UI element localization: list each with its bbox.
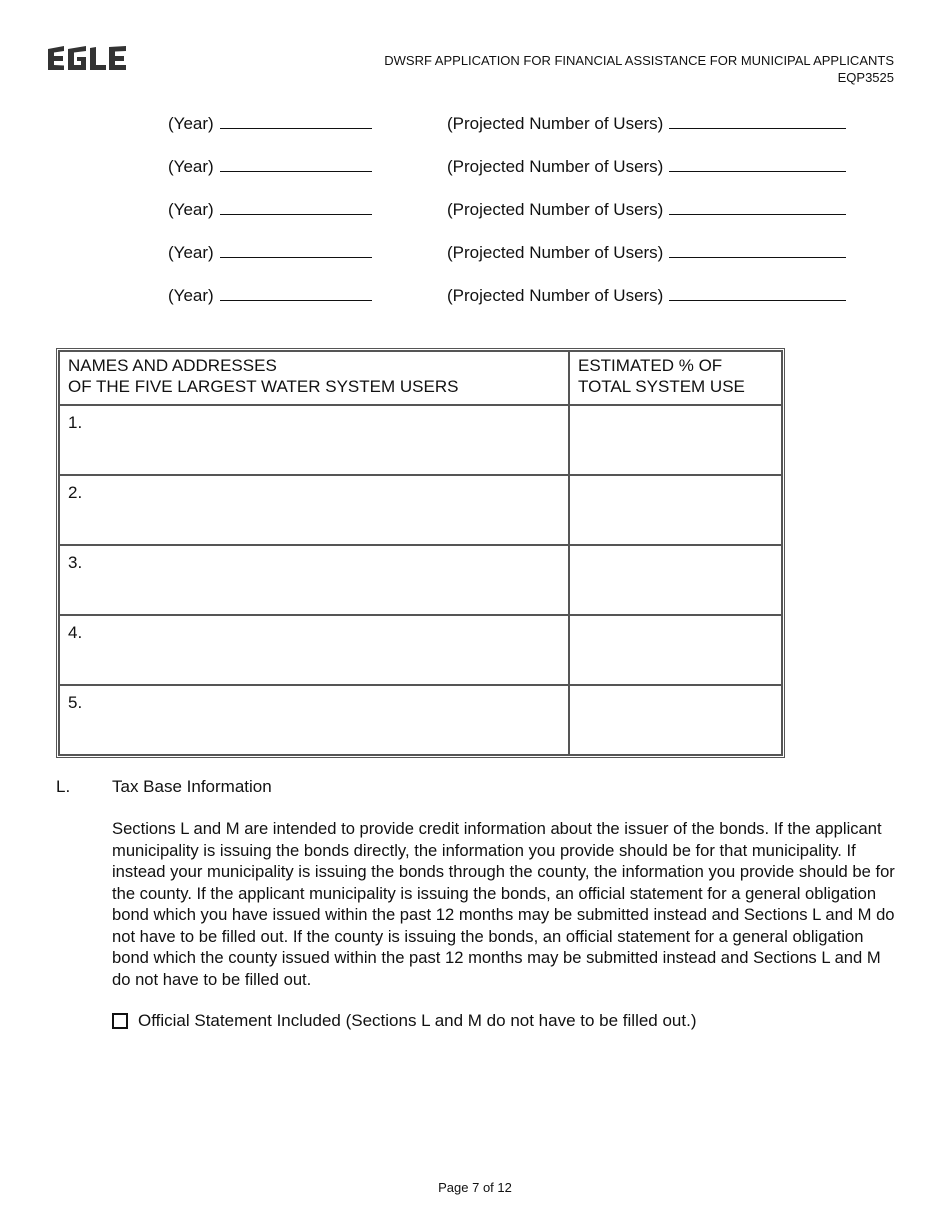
table-row xyxy=(59,475,782,545)
projection-row xyxy=(168,200,868,243)
name-address-cell[interactable] xyxy=(59,405,569,475)
row-number: 4. xyxy=(68,623,83,642)
year-label: (Year) xyxy=(168,200,214,219)
users-label: (Projected Number of Users) xyxy=(447,157,664,176)
official-statement-option[interactable] xyxy=(112,1011,697,1031)
projection-row xyxy=(168,157,868,200)
projected-users-field[interactable] xyxy=(669,114,846,129)
table-row xyxy=(59,405,782,475)
percent-cell[interactable] xyxy=(569,615,782,685)
year-field[interactable] xyxy=(220,114,372,129)
row-number: 1. xyxy=(68,413,83,432)
projection-row xyxy=(168,286,868,329)
section-paragraph: Sections L and M are intended to provide credit information about the issuer of the bonds. If the applicant municipality is issuing the bonds directly, the information you provide should be for that municipality. If instead your municipality is issuing the bonds through the county, the information you provide should be for the county. If the applicant municipality is issuing the bonds, an official statement for a general obligation bond which you have issued within the past 12 months may be submitted instead and Sections L and M do not have to be filled out. If the county is issuing the bonds, an official statement for a general obligation bond which the county issued within the past 12 months may be submitted instead and Sections L and M do not have to be filled out. xyxy=(112,819,895,989)
year-field[interactable] xyxy=(220,243,372,258)
header-title: DWSRF APPLICATION FOR FINANCIAL ASSISTANCE FOR MUNICIPAL APPLICANTS xyxy=(384,53,894,68)
projected-users-field[interactable] xyxy=(669,243,846,258)
percent-cell[interactable] xyxy=(569,685,782,755)
year-field[interactable] xyxy=(220,286,372,301)
section-letter: L. xyxy=(56,777,71,796)
percent-cell[interactable] xyxy=(569,475,782,545)
projected-users-field[interactable] xyxy=(669,200,846,215)
projected-users-field[interactable] xyxy=(669,286,846,301)
name-address-cell[interactable] xyxy=(59,545,569,615)
projected-users-field[interactable] xyxy=(669,157,846,172)
largest-users-table xyxy=(56,348,785,758)
row-number: 3. xyxy=(68,553,83,572)
row-number: 5. xyxy=(68,693,83,712)
table-row xyxy=(59,615,782,685)
section-title: Tax Base Information xyxy=(112,777,272,796)
users-label: (Projected Number of Users) xyxy=(447,200,664,219)
year-label: (Year) xyxy=(168,286,214,305)
user-projections xyxy=(168,114,868,329)
projection-row xyxy=(168,243,868,286)
page-number: Page 7 of 12 xyxy=(438,1180,512,1195)
document-header xyxy=(384,52,894,86)
year-field[interactable] xyxy=(220,157,372,172)
year-label: (Year) xyxy=(168,157,214,176)
name-address-cell[interactable] xyxy=(59,615,569,685)
table-header-row xyxy=(59,351,782,405)
percent-cell[interactable] xyxy=(569,545,782,615)
table-row xyxy=(59,685,782,755)
egle-logo xyxy=(48,46,128,77)
year-label: (Year) xyxy=(168,114,214,133)
table-row xyxy=(59,545,782,615)
official-statement-checkbox[interactable] xyxy=(112,1013,128,1029)
users-label: (Projected Number of Users) xyxy=(447,243,664,262)
users-label: (Projected Number of Users) xyxy=(447,286,664,305)
row-number: 2. xyxy=(68,483,83,502)
year-label: (Year) xyxy=(168,243,214,262)
year-field[interactable] xyxy=(220,200,372,215)
name-address-cell[interactable] xyxy=(59,685,569,755)
name-address-cell[interactable] xyxy=(59,475,569,545)
egle-logo-graphic xyxy=(48,46,128,72)
names-addresses-header: NAMES AND ADDRESSES OF THE FIVE LARGEST WATER SYSTEM USERS xyxy=(59,351,569,405)
estimated-percent-header: ESTIMATED % OF TOTAL SYSTEM USE xyxy=(569,351,782,405)
users-label: (Projected Number of Users) xyxy=(447,114,664,133)
projection-row xyxy=(168,114,868,157)
official-statement-label: Official Statement Included (Sections L and M do not have to be filled out.) xyxy=(138,1011,697,1030)
percent-cell[interactable] xyxy=(569,405,782,475)
form-number: EQP3525 xyxy=(837,70,894,85)
